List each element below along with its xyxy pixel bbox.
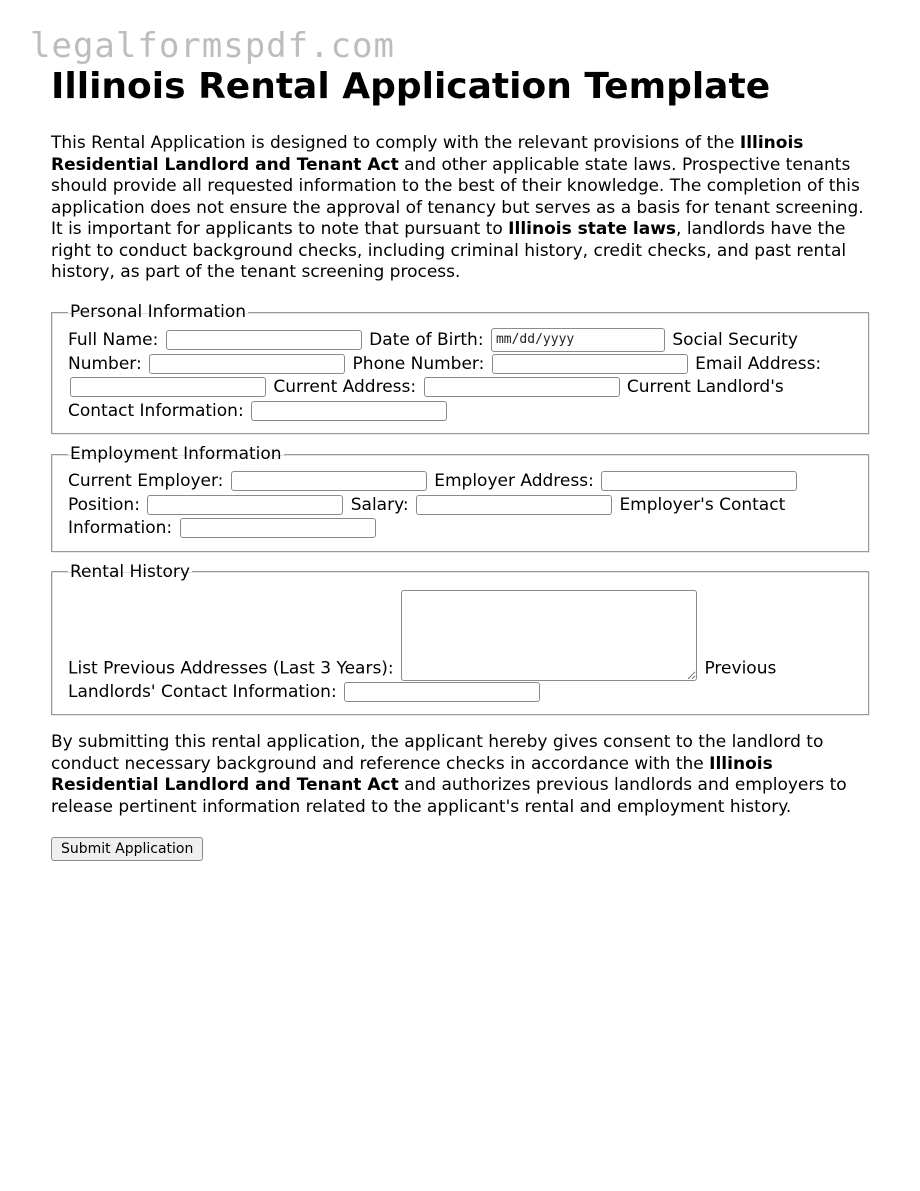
intro-paragraph [51, 133, 869, 284]
salary-input[interactable] [416, 495, 612, 515]
intro-text-3: , landlords have the right to conduct background checks, including criminal history, credit checks, and past rental history, as part of the tenant screening process. [51, 219, 847, 282]
current-landlord-label: Current Landlord's Contact Information: [68, 377, 784, 421]
phone-label: Phone Number: [352, 353, 485, 374]
employer-address-label: Employer Address: [434, 471, 594, 491]
rental-history-section [51, 562, 869, 716]
position-label: Position: [68, 494, 140, 515]
previous-landlords-input[interactable] [344, 682, 540, 702]
personal-information-section [51, 302, 869, 434]
salary-label: Salary: [350, 494, 409, 515]
email-input[interactable] [70, 377, 266, 397]
intro-text-1: This Rental Application is designed to comply with the relevant provisions of the [51, 133, 740, 153]
date-of-birth-input[interactable]: mm/dd/yyyy [491, 328, 665, 352]
previous-landlords-label: Previous Landlords' Contact Information: [68, 658, 777, 702]
previous-addresses-label: List Previous Addresses (Last 3 Years): [68, 658, 394, 678]
employer-contact-label: Employer's Contact Information: [68, 494, 786, 538]
current-address-label: Current Address: [273, 377, 417, 397]
consent-text-1: By submitting this rental application, the applicant hereby gives consent to the landlord to conduct necessary background and reference checks in accordance with the [51, 732, 824, 774]
employment-information-section [51, 444, 869, 552]
page-title: Illinois Rental Application Template [51, 66, 771, 107]
personal-information-legend: Personal Information [70, 302, 247, 322]
submit-application-button[interactable]: Submit Application [51, 837, 203, 861]
rental-history-legend: Rental History [70, 561, 190, 582]
rental-application-form [51, 302, 869, 725]
phone-input[interactable] [492, 354, 688, 374]
consent-paragraph [51, 732, 869, 818]
intro-bold-laws: Illinois state laws [508, 219, 677, 239]
intro-bold-act: Illinois Residential Landlord and Tenant Act [51, 133, 804, 175]
current-landlord-input[interactable] [251, 401, 447, 421]
previous-addresses-textarea[interactable] [401, 590, 697, 681]
ssn-input[interactable] [149, 354, 345, 374]
full-name-input[interactable] [166, 330, 362, 350]
employer-contact-input[interactable] [180, 518, 376, 538]
consent-text-2: and authorizes previous landlords and employers to release pertinent information related to the applicant's rental and employment history. [51, 775, 847, 817]
employment-information-legend: Employment Information [70, 444, 282, 464]
intro-text-2: and other applicable state laws. Prospective tenants should provide all requested information to the best of their knowledge. The completion of this application does not ensure the approval of tenancy but serves as a basis for tenant screening. It is important for applicants to note that pursuant to [51, 154, 864, 239]
employer-address-input[interactable] [601, 471, 797, 491]
date-of-birth-label: Date of Birth: [369, 330, 484, 350]
current-employer-label: Current Employer: [68, 471, 224, 491]
current-employer-input[interactable] [231, 471, 427, 491]
email-label: Email Address: [695, 353, 822, 374]
watermark-logo: legalformspdf.com [30, 26, 395, 66]
position-input[interactable] [147, 495, 343, 515]
ssn-label: Social Security Number: [68, 330, 798, 374]
current-address-input[interactable] [424, 377, 620, 397]
consent-bold-act: Illinois Residential Landlord and Tenant Act [51, 753, 773, 795]
full-name-label: Full Name: [68, 330, 159, 350]
